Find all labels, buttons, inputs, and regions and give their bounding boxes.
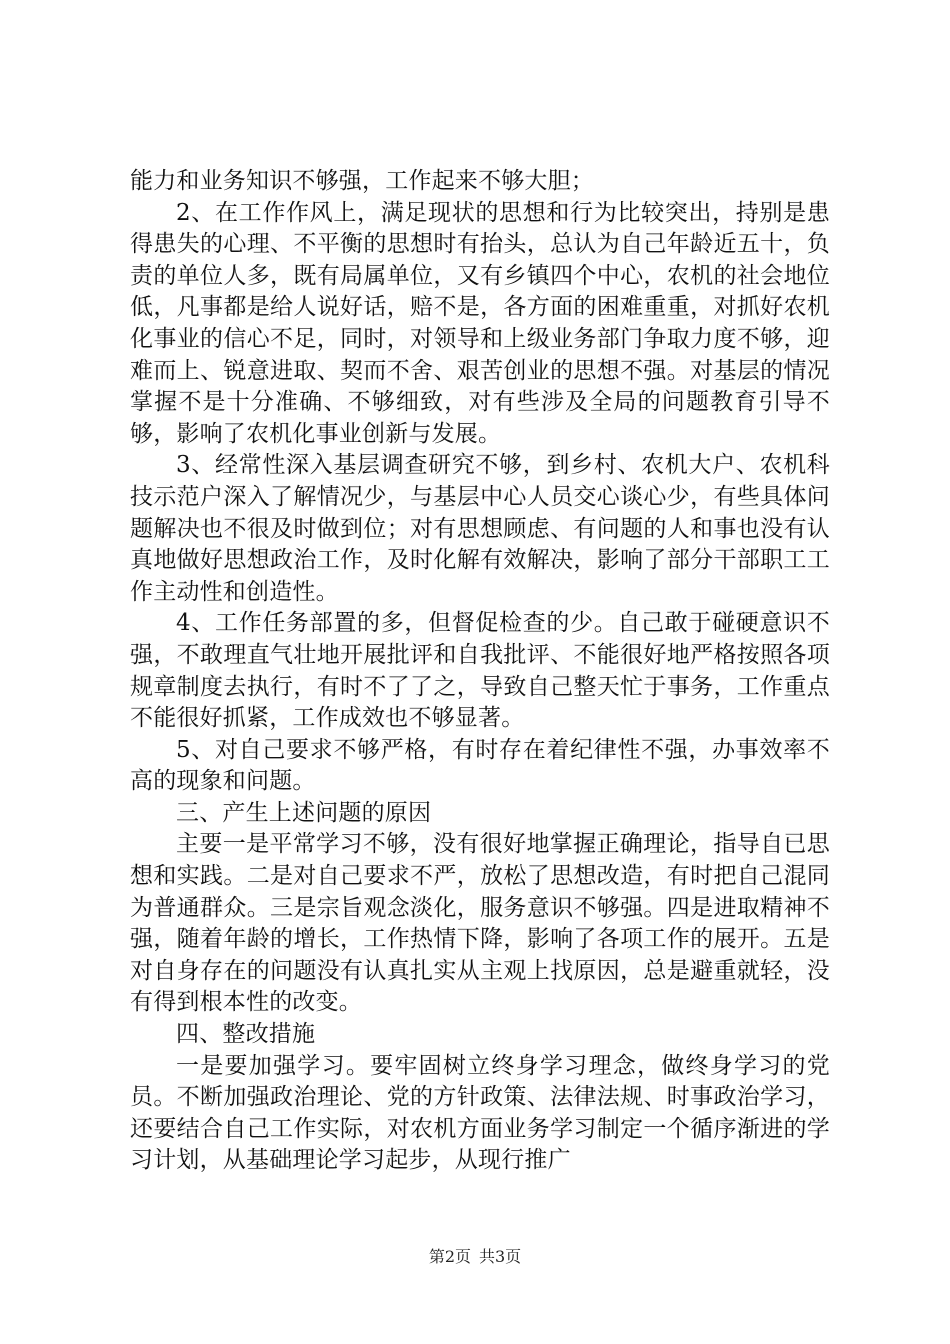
page-total: 共3页 — [479, 1247, 522, 1266]
paragraph: 3、经常性深入基层调查研究不够，到乡村、农机大户、农机科技示范户深入了解情况少，与基层中心人员交心谈心少，有些具体问题解决也不很及时做到位；对有思想顾虑、有问题的人和事也没有认真地做好思想政治工作，及时化解有效解决，影响了部分干部职工工作主动性和创造性。 — [130, 452, 830, 605]
section-heading: 三、产生上述问题的原因 — [176, 799, 432, 826]
page-footer — [0, 1244, 950, 1267]
paragraph: 5、对自己要求不够严格，有时存在着纪律性不强，办事效率不高的现象和问题。 — [130, 736, 830, 795]
paragraph: 能力和业务知识不够强，工作起来不够大胆； — [130, 168, 594, 194]
paragraph: 主要一是平常学习不够，没有很好地掌握正确理论，指导自已思想和实践。二是对自己要求不严，放松了思想改造，有时把自己混同为普通群众。三是宗旨观念淡化，服务意识不够强。四是进取精神不强，随着年龄的增长，工作热情下降，影响了各项工作的展开。五是对自身存在的问题没有认真扎实从主观上找原因，总是避重就轻，没有得到根本性的改变。 — [130, 831, 830, 1016]
page-number: 第2页 — [428, 1247, 471, 1266]
paragraph: 4、工作任务部置的多，但督促检查的少。自己敢于碰硬意识不强，不敢理直气壮地开展批评和自我批评、不能很好地严格按照各项规章制度去执行，有时不了了之，导致自己整天忙于事务，工作重点不能很好抓紧，工作成效也不够显著。 — [130, 610, 830, 732]
paragraph: 一是要加强学习。要牢固树立终身学习理念，做终身学习的党员。不断加强政治理论、党的方针政策、法律法规、时事政治学习，还要结合自己工作实际，对农机方面业务学习制定一个循序渐进的学习计划，从基础理论学习起步，从现行推广 — [130, 1052, 830, 1174]
paragraph: 2、在工作作风上，满足现状的思想和行为比较突出，持别是患得患失的心理、不平衡的思想时有抬头，总认为自己年龄近五十，负责的单位人多，既有局属单位，又有乡镇四个中心，农机的社会地位低，凡事都是给人说好话，赔不是，各方面的困难重重，对抓好农机化事业的信心不足，同时，对领导和上级业务部门争取力度不够，迎难而上、锐意进取、契而不舍、艰苦创业的思想不强。对基层的情况掌握不是十分准确、不够细致，对有些涉及全局的问题教育引导不够，影响了农机化事业创新与发展。 — [130, 199, 830, 447]
section-heading: 四、整改措施 — [176, 1021, 316, 1048]
document-body — [130, 166, 830, 1177]
